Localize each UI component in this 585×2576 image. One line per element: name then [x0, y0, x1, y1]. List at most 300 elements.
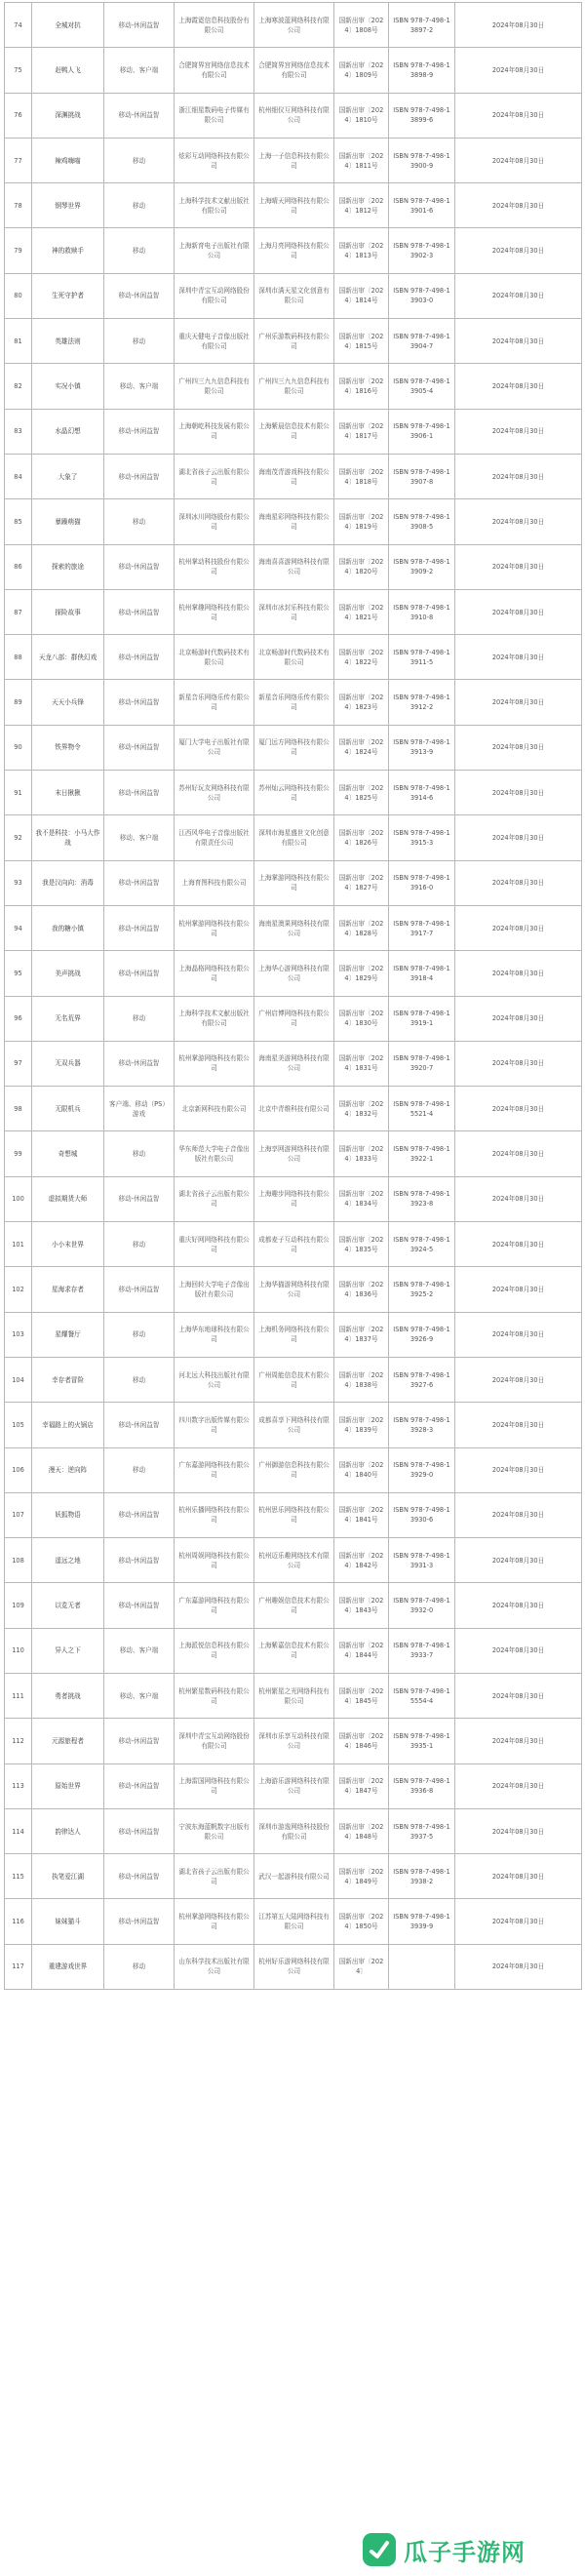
cell-date: 2024年08月30日 [455, 680, 582, 725]
cell-operator: 杭州细仪互网络科技有限公司 [254, 93, 334, 138]
cell-date: 2024年08月30日 [455, 1854, 582, 1899]
cell-operator: 上海紫晨信息技术有限公司 [254, 409, 334, 454]
cell-approval: 国新出审〔2024〕1810号 [334, 93, 389, 138]
cell-isbn: ISBN 978-7-498-13933-7 [389, 1628, 455, 1673]
cell-no: 112 [5, 1719, 32, 1764]
cell-name: 无限机兵 [32, 1087, 104, 1131]
cell-publisher: 广州四三九九信息科技有限公司 [175, 364, 254, 409]
table-row [5, 1808, 582, 1853]
cell-name: 英雄法则 [32, 319, 104, 364]
cell-publisher: 湖北省孩子云出版有限公司 [175, 454, 254, 498]
cell-date: 2024年08月30日 [455, 951, 582, 996]
cell-approval: 国新出审〔2024〕1817号 [334, 409, 389, 454]
cell-name: 幸存者冒险 [32, 1357, 104, 1402]
cell-approval: 国新出审〔2024〕1824号 [334, 725, 389, 770]
cell-no: 98 [5, 1087, 32, 1131]
table-row [5, 1538, 582, 1583]
cell-name: 探险故事 [32, 589, 104, 634]
cell-type: 移动 [104, 1447, 175, 1492]
cell-operator: 海南星彩网络科技有限公司 [254, 499, 334, 544]
cell-operator: 杭州繁星之光网络科技有限公司 [254, 1673, 334, 1718]
cell-approval: 国新出审〔2024〕1808号 [334, 3, 389, 48]
cell-publisher: 江西风华电子音像出版社有限责任公司 [175, 815, 254, 860]
cell-approval: 国新出审〔2024〕1828号 [334, 905, 389, 950]
cell-date: 2024年08月30日 [455, 1131, 582, 1176]
cell-no: 110 [5, 1628, 32, 1673]
cell-date: 2024年08月30日 [455, 1403, 582, 1447]
cell-type: 移动 [104, 319, 175, 364]
cell-operator: 深圳市满天星文化创意有限公司 [254, 273, 334, 318]
table-row [5, 499, 582, 544]
cell-name: 天天小兵锋 [32, 680, 104, 725]
cell-no: 117 [5, 1944, 32, 1989]
table-row [5, 1492, 582, 1537]
table-row [5, 454, 582, 498]
cell-publisher: 上海科学技术文献出版社有限公司 [175, 996, 254, 1041]
cell-no: 86 [5, 544, 32, 589]
cell-operator: 武汉一起游科技有限公司 [254, 1854, 334, 1899]
cell-type: 移动-休闲益智 [104, 1583, 175, 1628]
table-row [5, 635, 582, 680]
cell-publisher: 上海雷国网络科技有限公司 [175, 1764, 254, 1808]
cell-publisher: 上海华东地球科技有限公司 [175, 1312, 254, 1357]
cell-publisher: 北京畅游时代数码技术有限公司 [175, 635, 254, 680]
cell-operator: 海南星澳果网络科技有限公司 [254, 905, 334, 950]
table-row [5, 48, 582, 93]
cell-isbn: ISBN 978-7-498-13908-5 [389, 499, 455, 544]
cell-type: 移动 [104, 996, 175, 1041]
table-row [5, 93, 582, 138]
cell-name: 无名荒界 [32, 996, 104, 1041]
cell-date: 2024年08月30日 [455, 1492, 582, 1537]
cell-no: 115 [5, 1854, 32, 1899]
table-row [5, 1357, 582, 1402]
cell-date: 2024年08月30日 [455, 1808, 582, 1853]
watermark-text: 瓜子手游网 [404, 2538, 526, 2566]
cell-isbn: ISBN 978-7-498-13930-6 [389, 1492, 455, 1537]
cell-name: 奇想城 [32, 1131, 104, 1176]
cell-approval: 国新出审〔2024〕1836号 [334, 1267, 389, 1312]
cell-no: 87 [5, 589, 32, 634]
cell-date: 2024年08月30日 [455, 1583, 582, 1628]
table-row [5, 1854, 582, 1899]
cell-operator: 厦门远方网络科技有限公司 [254, 725, 334, 770]
cell-no: 97 [5, 1041, 32, 1086]
cell-no: 109 [5, 1583, 32, 1628]
cell-no: 114 [5, 1808, 32, 1853]
cell-operator: 深圳市乐享互动科技有限公司 [254, 1719, 334, 1764]
cell-type: 移动-休闲益智 [104, 1267, 175, 1312]
cell-publisher: 宁波东海蓝帆数字出版有限公司 [175, 1808, 254, 1853]
cell-date: 2024年08月30日 [455, 93, 582, 138]
cell-type: 移动-休闲益智 [104, 1899, 175, 1944]
cell-operator: 北京畅游时代数码技术有限公司 [254, 635, 334, 680]
table-row [5, 319, 582, 364]
cell-isbn: ISBN 978-7-498-13903-0 [389, 273, 455, 318]
cell-name: 以览无者 [32, 1583, 104, 1628]
cell-date: 2024年08月30日 [455, 228, 582, 273]
cell-publisher: 上海回转大学电子音像出版社有限公司 [175, 1267, 254, 1312]
cell-approval: 国新出审〔2024〕1834号 [334, 1176, 389, 1221]
cell-date: 2024年08月30日 [455, 454, 582, 498]
table-row [5, 1899, 582, 1944]
cell-no: 111 [5, 1673, 32, 1718]
cell-name: 韵律达人 [32, 1808, 104, 1853]
cell-approval: 国新出审〔2024〕1815号 [334, 319, 389, 364]
table-row [5, 1176, 582, 1221]
cell-operator: 广州御游信息科技有限公司 [254, 1447, 334, 1492]
cell-operator: 广州乐游数码科技有限公司 [254, 319, 334, 364]
cell-type: 移动-休闲益智 [104, 1719, 175, 1764]
cell-approval: 国新出审〔2024〕1846号 [334, 1719, 389, 1764]
cell-operator: 上海寒波蓝网络科技有限公司 [254, 3, 334, 48]
cell-approval: 国新出审〔2024〕1832号 [334, 1087, 389, 1131]
cell-isbn: ISBN 978-7-498-13910-8 [389, 589, 455, 634]
cell-date: 2024年08月30日 [455, 3, 582, 48]
cell-publisher: 四川数字出版传媒有限公司 [175, 1403, 254, 1447]
cell-approval: 国新出审〔2024〕1818号 [334, 454, 389, 498]
cell-publisher: 杭州掌游网络科技有限公司 [175, 1899, 254, 1944]
cell-no: 105 [5, 1403, 32, 1447]
table-row [5, 860, 582, 905]
cell-type: 移动 [104, 1222, 175, 1267]
table-row [5, 725, 582, 770]
cell-name: 漫天：逆向阵 [32, 1447, 104, 1492]
cell-name: 水晶幻想 [32, 409, 104, 454]
cell-no: 99 [5, 1131, 32, 1176]
cell-publisher: 广东嘉游网络科技有限公司 [175, 1583, 254, 1628]
cell-name: 实况小镇 [32, 364, 104, 409]
cell-name: 赶鸭人飞 [32, 48, 104, 93]
cell-publisher: 杭州掌游网络科技有限公司 [175, 905, 254, 950]
cell-publisher: 深圳中青宝互动网络股份有限公司 [175, 1719, 254, 1764]
cell-name: 神的救赎手 [32, 228, 104, 273]
cell-isbn: ISBN 978-7-498-13897-2 [389, 3, 455, 48]
cell-type: 客户端、移动（PS）游戏 [104, 1087, 175, 1131]
cell-no: 92 [5, 815, 32, 860]
cell-approval: 国新出审〔2024〕1826号 [334, 815, 389, 860]
cell-approval: 国新出审〔2024〕1829号 [334, 951, 389, 996]
cell-date: 2024年08月30日 [455, 635, 582, 680]
cell-type: 移动 [104, 138, 175, 182]
cell-operator: 成都麦子互动科技有限公司 [254, 1222, 334, 1267]
cell-operator: 上海机务网络科技有限公司 [254, 1312, 334, 1357]
cell-publisher: 杭州繁星数码科技有限公司 [175, 1673, 254, 1718]
cell-isbn: ISBN 978-7-498-13926-9 [389, 1312, 455, 1357]
cell-operator: 成都喜享下网络科技有限公司 [254, 1403, 334, 1447]
cell-date: 2024年08月30日 [455, 1176, 582, 1221]
cell-operator: 合肥简界宫网络信息技术有限公司 [254, 48, 334, 93]
cell-isbn: ISBN 978-7-498-13922-1 [389, 1131, 455, 1176]
cell-publisher: 杭州掌趣网络科技有限公司 [175, 589, 254, 634]
cell-publisher: 河北远大科技出版社有限公司 [175, 1357, 254, 1402]
cell-approval: 国新出审〔2024〕1831号 [334, 1041, 389, 1086]
cell-no: 85 [5, 499, 32, 544]
cell-approval: 国新出审〔2024〕1813号 [334, 228, 389, 273]
cell-publisher: 杭州掌游网络科技有限公司 [175, 1041, 254, 1086]
table-row [5, 771, 582, 815]
cell-no: 74 [5, 3, 32, 48]
cell-isbn: ISBN 978-7-498-13906-1 [389, 409, 455, 454]
cell-approval: 国新出审〔2024〕1820号 [334, 544, 389, 589]
cell-isbn: ISBN 978-7-498-13913-9 [389, 725, 455, 770]
cell-name: 虚拟期货大师 [32, 1176, 104, 1221]
cell-publisher: 深圳中青宝互动网络股份有限公司 [175, 273, 254, 318]
cell-approval: 国新出审〔2024〕1835号 [334, 1222, 389, 1267]
cell-isbn: ISBN 978-7-498-13898-9 [389, 48, 455, 93]
cell-isbn: ISBN 978-7-498-13901-6 [389, 183, 455, 228]
cell-name: 钢琴世界 [32, 183, 104, 228]
cell-type: 移动-休闲益智 [104, 1403, 175, 1447]
table-row [5, 951, 582, 996]
cell-approval: 国新出审〔2024〕1837号 [334, 1312, 389, 1357]
cell-operator: 上海月亮网络科技有限公司 [254, 228, 334, 273]
cell-isbn: ISBN 978-7-498-13909-2 [389, 544, 455, 589]
cell-type: 移动-休闲益智 [104, 680, 175, 725]
cell-name: 原始世界 [32, 1764, 104, 1808]
table-row [5, 1267, 582, 1312]
cell-isbn: ISBN 978-7-498-13914-6 [389, 771, 455, 815]
cell-date: 2024年08月30日 [455, 499, 582, 544]
cell-publisher: 广东嘉游网络科技有限公司 [175, 1447, 254, 1492]
cell-type: 移动-休闲益智 [104, 589, 175, 634]
table-row [5, 544, 582, 589]
cell-date: 2024年08月30日 [455, 364, 582, 409]
cell-no: 108 [5, 1538, 32, 1583]
table-row [5, 183, 582, 228]
cell-no: 89 [5, 680, 32, 725]
cell-name: 生死守护者 [32, 273, 104, 318]
cell-name: 小小末世界 [32, 1222, 104, 1267]
cell-no: 94 [5, 905, 32, 950]
cell-date: 2024年08月30日 [455, 905, 582, 950]
cell-date: 2024年08月30日 [455, 1087, 582, 1131]
cell-type: 移动-休闲益智 [104, 1041, 175, 1086]
cell-name: 妖狐物语 [32, 1492, 104, 1537]
cell-date: 2024年08月30日 [455, 1312, 582, 1357]
cell-no: 83 [5, 409, 32, 454]
cell-no: 76 [5, 93, 32, 138]
cell-approval: 国新出审〔2024〕1845号 [334, 1673, 389, 1718]
cell-approval: 国新出审〔2024〕1819号 [334, 499, 389, 544]
cell-type: 移动、客户端 [104, 1628, 175, 1673]
cell-operator: 深圳市海星盛世文化创意有限公司 [254, 815, 334, 860]
cell-type: 移动-休闲益智 [104, 1176, 175, 1221]
cell-operator: 上海享网游网络科技有限公司 [254, 1131, 334, 1176]
cell-isbn: ISBN 978-7-498-13905-4 [389, 364, 455, 409]
cell-operator: 上海游乐游网络科技有限公司 [254, 1764, 334, 1808]
cell-no: 113 [5, 1764, 32, 1808]
cell-no: 91 [5, 771, 32, 815]
cell-approval: 国新出审〔2024〕1811号 [334, 138, 389, 182]
cell-date: 2024年08月30日 [455, 1628, 582, 1673]
table-row [5, 1673, 582, 1718]
cell-no: 106 [5, 1447, 32, 1492]
cell-name: 天龙八部：群侠幻戏 [32, 635, 104, 680]
cell-publisher: 华东师范大学电子音像出版社有限公司 [175, 1131, 254, 1176]
cell-no: 75 [5, 48, 32, 93]
cell-approval: 国新出审〔2024〕1812号 [334, 183, 389, 228]
cell-date: 2024年08月30日 [455, 1899, 582, 1944]
cell-isbn: ISBN 978-7-498-13916-0 [389, 860, 455, 905]
cell-operator: 上海华心游网络科技有限公司 [254, 951, 334, 996]
table-row [5, 1628, 582, 1673]
cell-isbn: ISBN 978-7-498-13899-6 [389, 93, 455, 138]
cell-isbn: ISBN 978-7-498-13931-3 [389, 1538, 455, 1583]
cell-type: 移动 [104, 1944, 175, 1989]
cell-no: 80 [5, 273, 32, 318]
cell-operator: 苏州灿云网络科技有限公司 [254, 771, 334, 815]
cell-no: 107 [5, 1492, 32, 1537]
cell-date: 2024年08月30日 [455, 409, 582, 454]
cell-name: 星耀餐厅 [32, 1312, 104, 1357]
cell-name: 元源旅程者 [32, 1719, 104, 1764]
cell-type: 移动 [104, 228, 175, 273]
cell-type: 移动-休闲益智 [104, 1854, 175, 1899]
cell-isbn: ISBN 978-7-498-15554-4 [389, 1673, 455, 1718]
cell-date: 2024年08月30日 [455, 860, 582, 905]
cell-isbn: ISBN 978-7-498-15521-4 [389, 1087, 455, 1131]
cell-date: 2024年08月30日 [455, 725, 582, 770]
cell-name: 辣鸡嗨喵 [32, 138, 104, 182]
cell-name: 幸福路上的火锅店 [32, 1403, 104, 1447]
cell-type: 移动 [104, 1357, 175, 1402]
cell-date: 2024年08月30日 [455, 589, 582, 634]
cell-type: 移动 [104, 1312, 175, 1357]
cell-type: 移动-休闲益智 [104, 771, 175, 815]
table-row [5, 1447, 582, 1492]
cell-approval: 国新出审〔2024〕 [334, 1944, 389, 1989]
cell-date: 2024年08月30日 [455, 815, 582, 860]
cell-approval: 国新出审〔2024〕1827号 [334, 860, 389, 905]
cell-name: 无双兵器 [32, 1041, 104, 1086]
cell-publisher: 杭州掌动科技股份有限公司 [175, 544, 254, 589]
cell-no: 78 [5, 183, 32, 228]
cell-operator: 杭州迈乐趣网络技术有限公司 [254, 1538, 334, 1583]
cell-date: 2024年08月30日 [455, 1673, 582, 1718]
cell-name: 勇者挑战 [32, 1673, 104, 1718]
table-row [5, 680, 582, 725]
cell-publisher: 上海新育电子出版社有限公司 [175, 228, 254, 273]
cell-isbn: ISBN 978-7-498-13904-7 [389, 319, 455, 364]
cell-publisher: 上海晶格网络科技有限公司 [175, 951, 254, 996]
cell-isbn: ISBN 978-7-498-13919-1 [389, 996, 455, 1041]
table-body [5, 3, 582, 1990]
cell-date: 2024年08月30日 [455, 1538, 582, 1583]
cell-isbn: ISBN 978-7-498-13907-8 [389, 454, 455, 498]
cell-type: 移动-休闲益智 [104, 409, 175, 454]
cell-type: 移动-休闲益智 [104, 93, 175, 138]
cell-type: 移动、客户端 [104, 815, 175, 860]
cell-no: 84 [5, 454, 32, 498]
cell-operator: 海南喜喜游网络科技有限公司 [254, 544, 334, 589]
cell-approval: 国新出审〔2024〕1809号 [334, 48, 389, 93]
cell-name: 执笔爱江湖 [32, 1854, 104, 1899]
cell-approval: 国新出审〔2024〕1816号 [334, 364, 389, 409]
cell-publisher: 新星音乐网络乐传有限公司 [175, 680, 254, 725]
cell-isbn: ISBN 978-7-498-13936-8 [389, 1764, 455, 1808]
cell-approval: 国新出审〔2024〕1823号 [334, 680, 389, 725]
cell-operator: 杭州思乐网络科技有限公司 [254, 1492, 334, 1537]
cell-isbn: ISBN 978-7-498-13932-0 [389, 1583, 455, 1628]
cell-approval: 国新出审〔2024〕1822号 [334, 635, 389, 680]
cell-publisher: 湖北省孩子云出版有限公司 [175, 1854, 254, 1899]
cell-operator: 杭州好乐游网络科技有限公司 [254, 1944, 334, 1989]
cell-date: 2024年08月30日 [455, 1222, 582, 1267]
cell-publisher: 杭州周娱网络科技有限公司 [175, 1538, 254, 1583]
cell-type: 移动-休闲益智 [104, 1538, 175, 1583]
cell-date: 2024年08月30日 [455, 1357, 582, 1402]
cell-operator: 上海晴天网络科技有限公司 [254, 183, 334, 228]
table-row [5, 1583, 582, 1628]
table-row [5, 3, 582, 48]
cell-operator: 北京中青维科技有限公司 [254, 1087, 334, 1131]
cell-isbn: ISBN 978-7-498-13912-2 [389, 680, 455, 725]
cell-isbn: ISBN 978-7-498-13900-9 [389, 138, 455, 182]
cell-name: 铁界物令 [32, 725, 104, 770]
cell-no: 100 [5, 1176, 32, 1221]
cell-approval: 国新出审〔2024〕1842号 [334, 1538, 389, 1583]
cell-no: 95 [5, 951, 32, 996]
cell-no: 96 [5, 996, 32, 1041]
cell-type: 移动-休闲益智 [104, 544, 175, 589]
cell-type: 移动-休闲益智 [104, 725, 175, 770]
cell-date: 2024年08月30日 [455, 1041, 582, 1086]
cell-date: 2024年08月30日 [455, 273, 582, 318]
cell-operator: 新星音乐网络乐传有限公司 [254, 680, 334, 725]
cell-type: 移动-休闲益智 [104, 1492, 175, 1537]
cell-isbn: ISBN 978-7-498-13938-2 [389, 1854, 455, 1899]
cell-operator: 上海一子信息科技有限公司 [254, 138, 334, 182]
cell-type: 移动-休闲益智 [104, 951, 175, 996]
table-row [5, 815, 582, 860]
cell-date: 2024年08月30日 [455, 996, 582, 1041]
cell-publisher: 上海霞霓信息科技股份有限公司 [175, 3, 254, 48]
cell-date: 2024年08月30日 [455, 319, 582, 364]
cell-publisher: 北京新网科技有限公司 [175, 1087, 254, 1131]
cell-operator: 上海华猫游网络科技有限公司 [254, 1267, 334, 1312]
cell-isbn: ISBN 978-7-498-13937-5 [389, 1808, 455, 1853]
table-row [5, 1944, 582, 1989]
cell-no: 88 [5, 635, 32, 680]
cell-type: 移动-休闲益智 [104, 3, 175, 48]
cell-date: 2024年08月30日 [455, 183, 582, 228]
cell-isbn: ISBN 978-7-498-13927-6 [389, 1357, 455, 1402]
cell-type: 移动-休闲益智 [104, 635, 175, 680]
cell-date: 2024年08月30日 [455, 1719, 582, 1764]
cell-isbn: ISBN 978-7-498-13939-9 [389, 1899, 455, 1944]
table-row [5, 1041, 582, 1086]
cell-no: 90 [5, 725, 32, 770]
cell-type: 移动 [104, 183, 175, 228]
cell-name: 异人之下 [32, 1628, 104, 1673]
table-row [5, 1087, 582, 1131]
cell-date: 2024年08月30日 [455, 1447, 582, 1492]
table-row [5, 1131, 582, 1176]
cell-isbn: ISBN 978-7-498-13928-3 [389, 1403, 455, 1447]
cell-date: 2024年08月30日 [455, 1944, 582, 1989]
table-row [5, 1222, 582, 1267]
cell-isbn: ISBN 978-7-498-13925-2 [389, 1267, 455, 1312]
cell-name: 遥远之地 [32, 1538, 104, 1583]
cell-type: 移动-休闲益智 [104, 273, 175, 318]
cell-isbn: ISBN 978-7-498-13920-7 [389, 1041, 455, 1086]
cell-approval: 国新出审〔2024〕1839号 [334, 1403, 389, 1447]
cell-name: 深渊挑战 [32, 93, 104, 138]
cell-no: 79 [5, 228, 32, 273]
cell-publisher: 炫彩互动网络科技有限公司 [175, 138, 254, 182]
cell-publisher: 上海派悦信息科技有限公司 [175, 1628, 254, 1673]
